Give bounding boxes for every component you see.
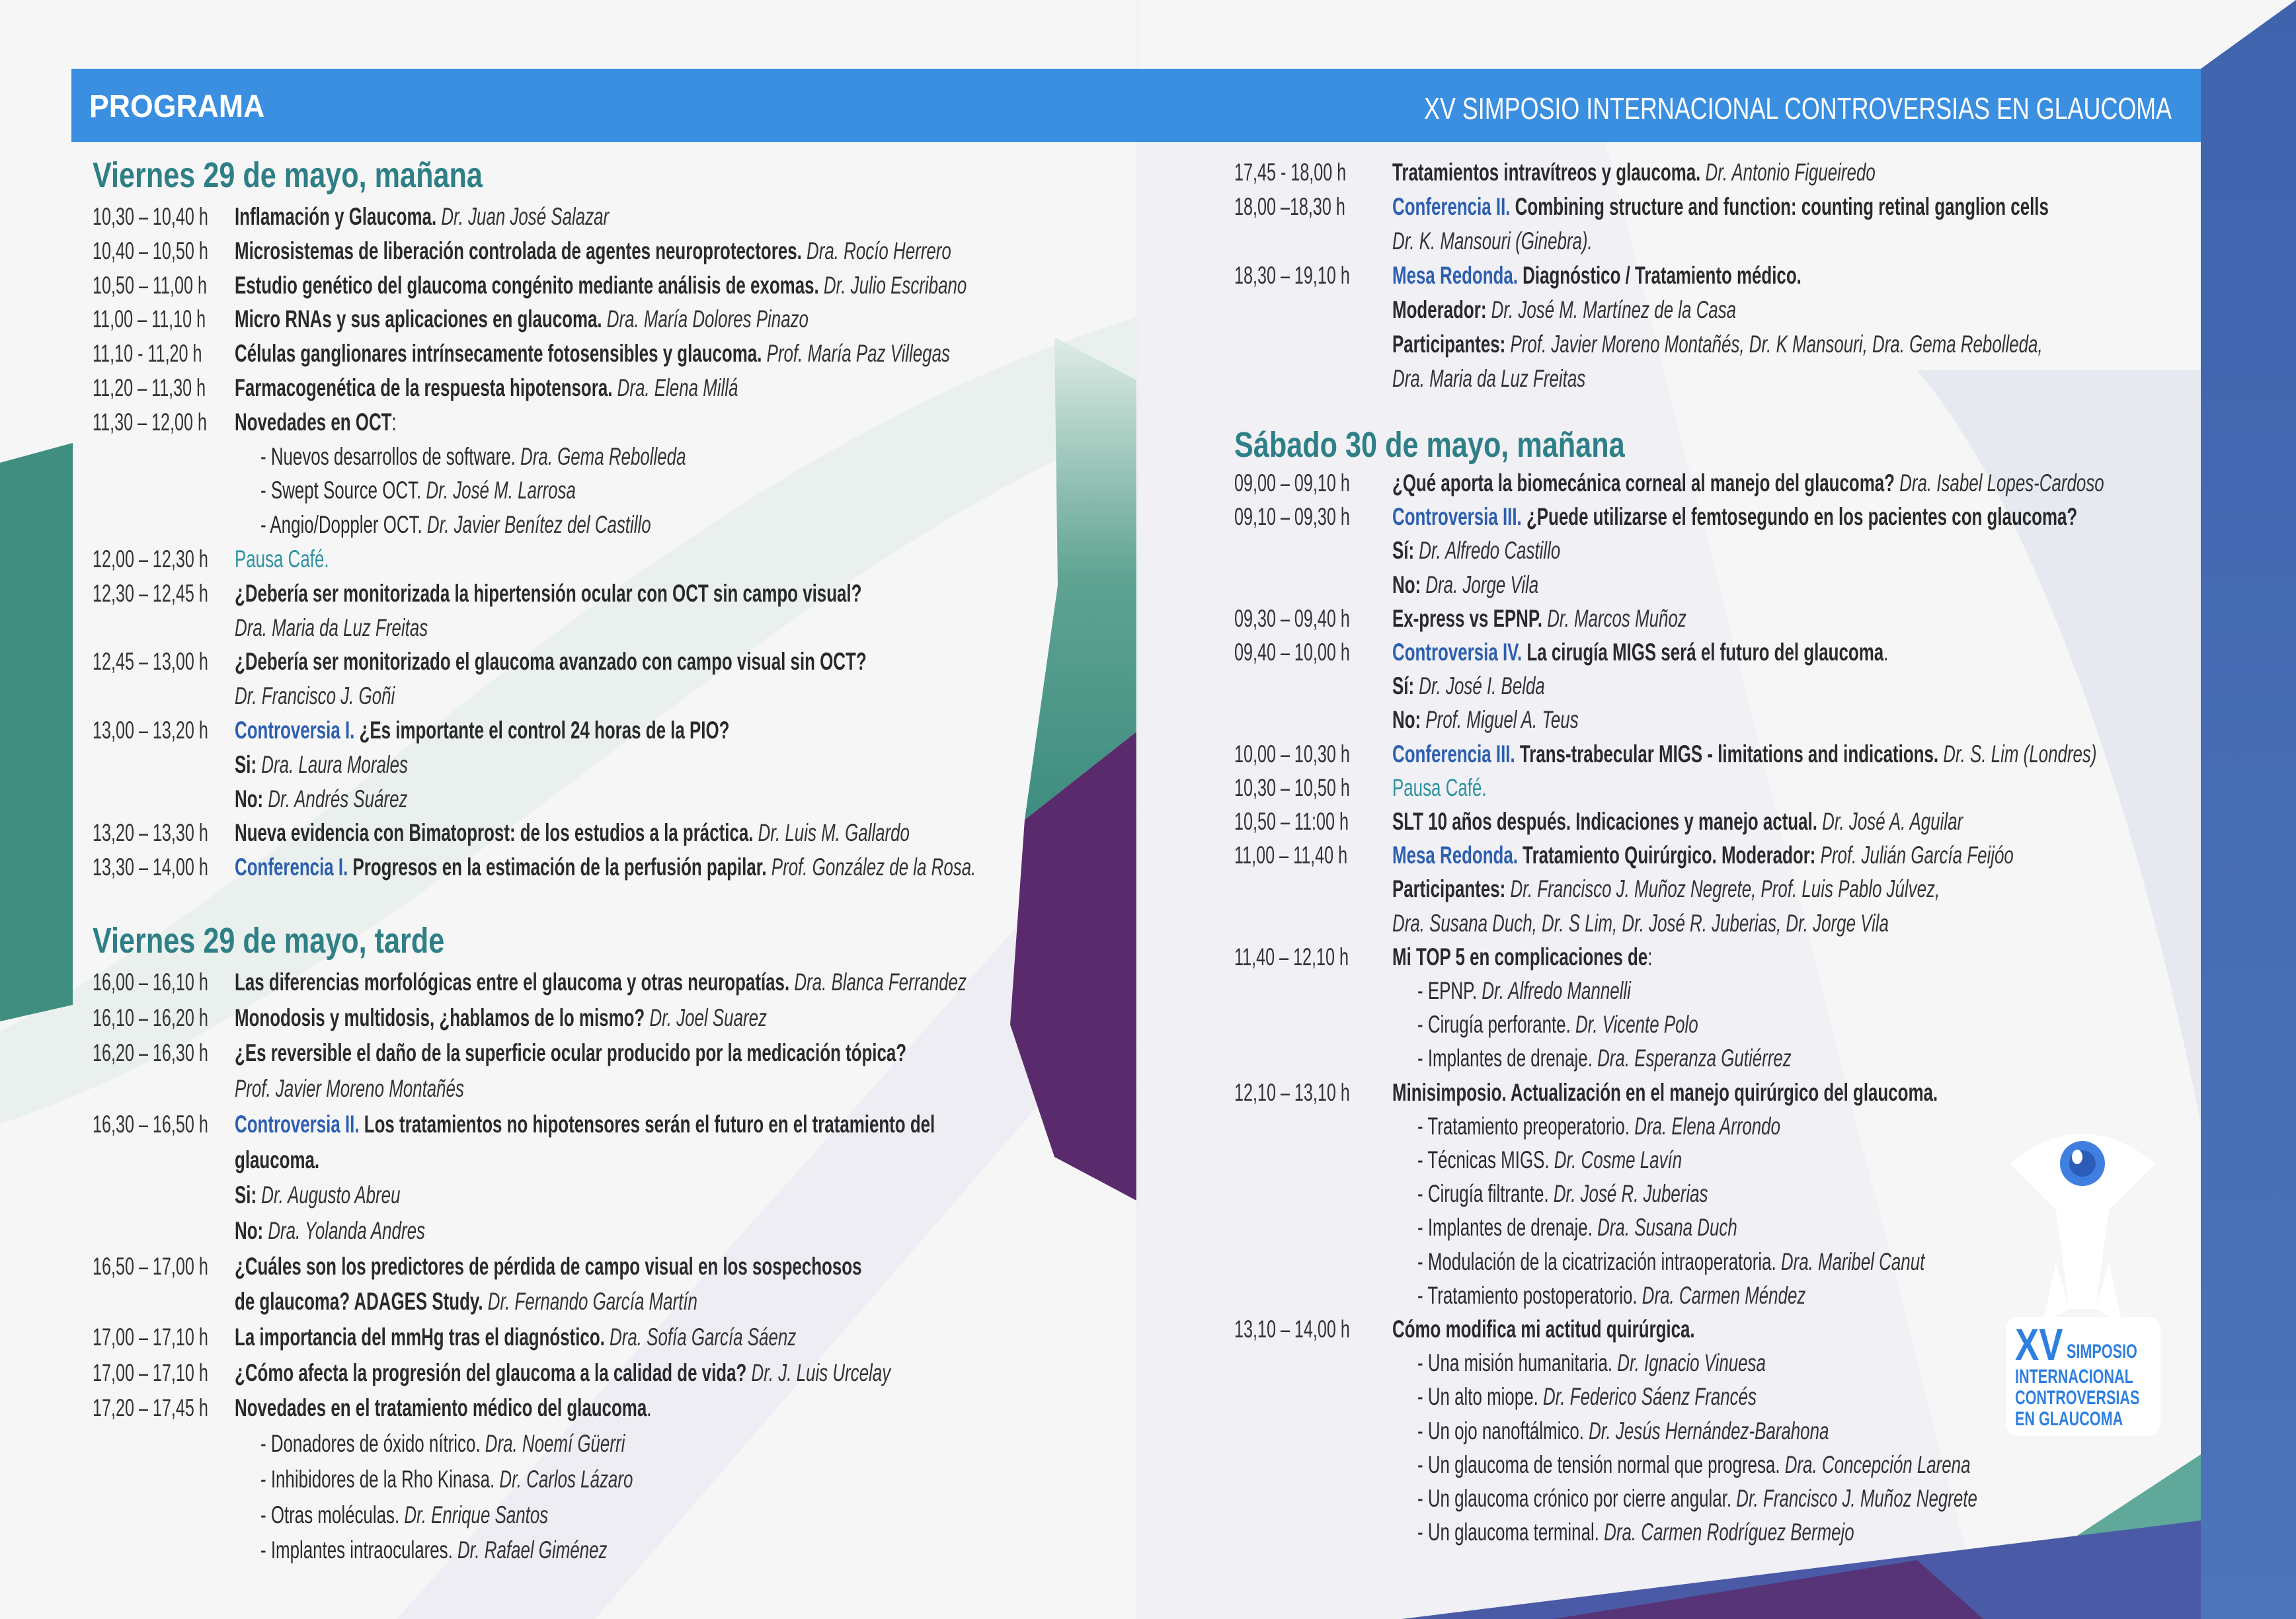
plain-text: . [647,1394,652,1422]
talk-title: Participantes: [1392,875,1506,903]
item-text [1392,771,1487,805]
talk-title: Las diferencias morfológicas entre el glaucoma y otras neuropatías. [235,968,790,996]
time-range: 13,00 – 13,20 h [93,717,208,744]
time-range: 09,40 – 10,00 h [1234,639,1350,666]
item-text [1392,259,1801,292]
speaker-name: Dra. Susana Duch [1592,1214,1737,1242]
talk-title: Farmacogenética de la respuesta hipotensora. [235,374,613,401]
eye-figure-icon [1997,1111,2168,1329]
item-text [1417,1380,1757,1413]
item-text [235,680,395,713]
day-heading: Viernes 29 de mayo, mañana [93,155,483,195]
speaker-name: Dr. Francisco J. Muñoz Negrete [1731,1485,1977,1512]
speaker-name: Dr. Javier Benítez del Castillo [422,511,651,539]
time-range: 10,50 – 11,00 h [93,271,208,299]
item-text [1392,602,1686,635]
time-range: 10,50 – 11:00 h [1234,808,1349,835]
talk-title: Cómo modifica mi actitud quirúrgica. [1392,1316,1695,1343]
speaker-name: Dra. Blanca Ferrandez [789,968,967,996]
time-range: 10,00 – 10,30 h [1234,740,1350,768]
logo-line: INTERNACIONAL [2015,1366,2133,1388]
plain-text: . [1883,639,1889,666]
talk-title: ¿Debería ser monitorizado el glaucoma avanzado con campo visual sin OCT? [235,648,867,676]
time-range: 09,10 – 09,30 h [1234,503,1350,531]
item-text [260,440,686,473]
item-text [1392,534,1560,567]
time-range: 13,30 – 14,00 h [93,853,208,881]
item-text [1392,190,2049,223]
talk-title: Microsistemas de liberación controlada de agentes neuroprotectores. [235,237,802,264]
item-text [235,1108,935,1141]
time-range: 17,20 – 17,45 h [93,1394,208,1422]
time-range: 11,10 - 11,20 h [93,340,202,368]
plain-text: - Un glaucoma de tensión normal que progresa. [1417,1450,1780,1478]
time-range: 11,00 – 11,10 h [93,305,206,333]
plain-text: - Angio/Doppler OCT. [260,511,422,539]
plain-text: - Implantes de drenaje. [1417,1045,1593,1072]
break-label: Pausa Café. [235,545,329,573]
item-text [235,1321,796,1354]
item-text [1392,569,1538,602]
time-range: 11,30 – 12,00 h [93,408,208,436]
item-text [235,1072,464,1105]
speaker-name: Dr. Julio Escribano [818,271,967,299]
time-range: 10,30 – 10,40 h [93,203,208,230]
speaker-name: Dra. Noemí Güerri [480,1430,625,1458]
speaker-name: Dra. Carmen Rodríguez Bermejo [1599,1519,1854,1546]
item-text [235,1037,906,1070]
item-text [260,1534,607,1567]
talk-title: Progresos en la estimación de la perfusión papilar. [348,853,767,881]
item-text [1392,467,2104,500]
item-text [235,577,861,610]
talk-title: No: [1392,571,1421,598]
item-text [235,783,407,816]
plain-text: - Implantes de drenaje. [1417,1214,1593,1242]
talk-title: Estudio genético del glaucoma congénito mediante análisis de exomas. [235,271,819,299]
talk-title: ¿Es reversible el daño de la superficie ocular producido por la medicación tópica? [235,1039,907,1067]
item-text [1392,670,1545,703]
time-range: 13,20 – 13,30 h [93,819,208,847]
talk-title: Combining structure and function: counting retinal ganglion cells [1510,193,2049,220]
session-label: Controversia IV. [1392,639,1523,666]
speaker-name: Dr. Augusto Abreu [257,1181,401,1209]
talk-title: glaucoma. [235,1146,320,1173]
speaker-name: Dr. Vicente Polo [1570,1011,1698,1039]
item-text [260,1427,625,1460]
speaker-name: Dr. Cosme Lavín [1549,1146,1682,1173]
speaker-name: Dr. Juan José Salazar [436,203,610,230]
speaker-name: Dr. Federico Sáenz Francés [1538,1383,1757,1411]
time-range: 17,00 – 17,10 h [93,1323,208,1351]
item-text [1417,1144,1682,1177]
item-text [1392,636,1888,669]
speaker-name: Dr. K. Mansouri (Ginebra). [1392,227,1593,255]
speaker-name: Dr. Carlos Lázaro [495,1465,633,1493]
header-bar [71,69,2201,142]
time-range: 09,00 – 09,10 h [1234,469,1350,496]
item-text [235,714,729,747]
plain-text: : [391,408,397,436]
logo-line: CONTROVERSIAS [2015,1387,2140,1409]
time-range: 10,40 – 10,50 h [93,237,208,264]
speaker-name: Prof. Miguel A. Teus [1421,706,1579,734]
item-text [235,1179,400,1212]
item-text [1417,1177,1708,1210]
item-text [235,337,950,370]
session-label: Controversia I. [235,717,355,744]
talk-title: Inflamación y Glaucoma. [235,203,437,230]
plain-text: - Tratamiento postoperatorio. [1417,1281,1638,1309]
item-text [1417,1008,1698,1041]
session-label: Conferencia I. [235,853,348,881]
item-text [1392,500,2077,533]
speaker-name: Dra. Susana Duch, Dr. S Lim, Dr. José R. Juberias, Dr. Jorge Vila [1392,909,1889,937]
speaker-name: Dr. Rafael Giménez [452,1536,608,1564]
time-range: 11,20 – 11,30 h [93,374,206,401]
logo-line: SIMPOSIO [2067,1341,2137,1362]
plain-text: - Un glaucoma crónico por cierre angular. [1417,1485,1732,1512]
time-range: 13,10 – 14,00 h [1234,1316,1350,1343]
time-range: 11,00 – 11,40 h [1234,842,1348,869]
speaker-name: Dr. José A. Aguilar [1817,808,1963,835]
talk-title: Trans-trabecular MIGS - limitations and indications. [1515,740,1939,768]
plain-text: - Cirugía filtrante. [1417,1180,1549,1208]
speaker-name: Prof. Javier Moreno Montañés, Dr. K Mansouri, Dra. Gema Rebolleda, [1505,331,2043,358]
item-text [1392,873,1940,906]
talk-title: ¿Qué aporta la biomecánica corneal al manejo del glaucoma? [1392,469,1895,496]
item-text [1417,1482,1977,1515]
speaker-name: Dra. Isabel Lopes-Cardoso [1894,469,2104,496]
item-text [235,1357,891,1390]
speaker-name: Dr. Marcos Muñoz [1542,604,1686,632]
talk-title: Monodosis y multidosis, ¿hablamos de lo mismo? [235,1004,645,1031]
page-fold [1136,0,1138,1619]
talk-title: Si: [235,1181,257,1209]
item-text [235,235,951,268]
talk-title: Mi TOP 5 en complicaciones de [1392,943,1648,970]
item-text [1417,1110,1780,1143]
plain-text: - Modulación de la cicatrización intraoperatoria. [1417,1247,1776,1275]
talk-title: Ex-press vs EPNP. [1392,604,1543,632]
break-label: Pausa Café. [1392,773,1487,801]
plain-text: - Otras moléculas. [260,1501,400,1528]
plain-text: - Técnicas MIGS. [1417,1146,1550,1173]
item-text [1392,1076,1938,1109]
speaker-name: Prof. Julián García Feijóo [1815,842,2014,869]
item-text [235,269,967,302]
logo-text-box [2006,1317,2160,1436]
speaker-name: Dra. Rocío Herrero [801,237,951,264]
talk-title: Moderador: [1392,296,1487,323]
time-range: 17,45 - 18,00 h [1234,159,1347,186]
talk-title: Participantes: [1392,331,1506,358]
speaker-name: Dr. Joel Suarez [645,1004,767,1031]
plain-text: - Cirugía perforante. [1417,1011,1571,1039]
session-label: Controversia III. [1392,503,1522,531]
talk-title: No: [235,785,264,812]
logo-xv: XV [2015,1320,2063,1370]
talk-title: Micro RNAs y sus aplicaciones en glaucoma. [235,305,602,333]
logo-line: EN GLAUCOMA [2015,1408,2123,1430]
speaker-name: Dr. Francisco J. Goñi [235,682,395,710]
talk-title: Si: [235,750,257,778]
item-text [235,406,397,439]
talk-title: No: [1392,706,1421,734]
item-text [1417,974,1631,1007]
talk-title: ¿Cómo afecta la progresión del glaucoma a la calidad de vida? [235,1359,747,1386]
talk-title: Sí: [1392,537,1415,565]
speaker-name: Dra. María Dolores Pinazo [602,305,809,333]
item-text [1392,156,1876,189]
item-text [235,1214,425,1247]
plain-text: - Un glaucoma terminal. [1417,1519,1599,1546]
item-text [1392,703,1579,736]
item-text [1392,805,1963,838]
plain-text: : [1647,943,1653,970]
plain-text: - Inhibidores de la Rho Kinasa. [260,1465,495,1493]
time-range: 17,00 – 17,10 h [93,1359,208,1386]
session-label: Mesa Redonda. [1392,262,1518,289]
item-text [235,543,329,576]
event-logo [1997,1111,2168,1441]
speaker-name: Dr. José M. Larrosa [421,477,576,504]
item-text [1392,907,1889,940]
day-heading: Sábado 30 de mayo, mañana [1234,425,1625,465]
header-programa: PROGRAMA [89,89,265,124]
time-range: 16,10 – 16,20 h [93,1004,208,1031]
item-text [1417,1516,1854,1549]
talk-title: Nueva evidencia con Bimatoprost: de los estudios a la práctica. [235,819,754,847]
talk-title: Células ganglionares intrínsecamente fotosensibles y glaucoma. [235,340,762,368]
speaker-name: Dr. Fernando García Martín [483,1288,697,1316]
item-text [235,1250,862,1283]
time-range: 10,30 – 10,50 h [1234,773,1350,801]
time-range: 16,00 – 16,10 h [93,968,208,996]
time-range: 09,30 – 09,40 h [1234,604,1350,632]
item-text [235,200,609,233]
item-text [235,372,738,405]
item-text [1392,839,2014,872]
talk-title: No: [235,1216,264,1244]
speaker-name: Dra. Elena Millá [612,374,738,401]
item-text [235,303,809,336]
session-label: Mesa Redonda. [1392,842,1518,869]
item-text [1392,738,2096,771]
plain-text: - Un alto miope. [1417,1383,1538,1411]
plain-text: - Swept Source OCT. [260,477,422,504]
speaker-name: Dra. Maria da Luz Freitas [235,613,428,641]
item-text [1392,1313,1695,1346]
item-text [1417,1245,1924,1279]
plain-text: - Un ojo nanoftálmico. [1417,1417,1584,1444]
item-text [1392,328,2043,361]
plain-text: - Tratamiento preoperatorio. [1417,1112,1630,1140]
item-text [235,816,910,849]
speaker-name: Prof. Javier Moreno Montañés [235,1075,464,1103]
speaker-name: Dra. Elena Arrondo [1630,1112,1780,1140]
speaker-name: Dra. Esperanza Gutiérrez [1592,1045,1792,1072]
item-text [1417,1279,1805,1312]
item-text [1417,1448,1970,1481]
item-text [235,748,408,781]
plain-text: - Una misión humanitaria. [1417,1349,1613,1377]
talk-title: Los tratamientos no hipotensores serán el futuro en el tratamiento del [359,1110,935,1138]
speaker-name: Dr. Luis M. Gallardo [753,819,910,847]
plain-text: - Donadores de óxido nítrico. [260,1430,481,1458]
item-text [235,1002,767,1035]
talk-title: ¿Debería ser monitorizada la hipertensión ocular con OCT sin campo visual? [235,579,862,607]
plain-text: - EPNP. [1417,977,1478,1004]
item-text [260,1463,633,1496]
speaker-name: Dr. Ignacio Vinuesa [1612,1349,1766,1377]
item-text [235,966,967,999]
speaker-name: Dra. Concepción Larena [1780,1450,1971,1478]
talk-title: ¿Cuáles son los predictores de pérdida de campo visual en los sospechosos [235,1252,862,1280]
item-text [235,612,428,645]
talk-title: La cirugía MIGS será el futuro del glaucoma [1522,639,1884,666]
plain-text: - Implantes intraoculares. [260,1536,453,1564]
time-range: 12,10 – 13,10 h [1234,1078,1350,1106]
speaker-name: Dr. Antonio Figueiredo [1700,159,1876,186]
item-text [260,474,576,507]
session-label: Conferencia II. [1392,193,1511,220]
speaker-name: Dr. Alfredo Mannelli [1477,977,1631,1004]
speaker-name: Dr. S. Lim (Londres) [1938,740,2097,768]
time-range: 12,00 – 12,30 h [93,545,208,573]
item-text [1392,294,1736,327]
speaker-name: Dra. Yolanda Andres [263,1216,425,1244]
speaker-name: Dr. Andrés Suárez [263,785,408,812]
time-range: 16,30 – 16,50 h [93,1110,208,1138]
item-text [235,1144,319,1177]
speaker-name: Dra. Sofía García Sáenz [604,1323,797,1351]
time-range: 18,00 –18,30 h [1234,193,1345,220]
talk-title: Tratamiento Quirúrgico. Moderador: [1517,842,1816,869]
speaker-name: Dr. Enrique Santos [399,1501,549,1528]
time-range: 12,30 – 12,45 h [93,579,208,607]
talk-title: Novedades en OCT [235,408,392,436]
item-text [1392,362,1585,395]
time-range: 12,45 – 13,00 h [93,648,208,676]
time-range: 18,30 – 19,10 h [1234,262,1350,289]
talk-title: Minisimposio. Actualización en el manejo quirúrgico del glaucoma. [1392,1078,1938,1106]
talk-title: ¿Puede utilizarse el femtosegundo en los pacientes con glaucoma? [1521,503,2078,531]
talk-title: SLT 10 años después. Indicaciones y manejo actual. [1392,808,1817,835]
item-text [1392,941,1652,974]
item-text [1417,1347,1766,1380]
session-label: Conferencia III. [1392,740,1515,768]
speaker-name: Dr. José I. Belda [1414,672,1545,700]
speaker-name: Prof. González de la Rosa. [766,853,976,881]
speaker-name: Dr. José R. Juberias [1548,1180,1708,1208]
header-event-title: XV SIMPOSIO INTERNACIONAL CONTROVERSIAS EN GLAUCOMA [1423,91,2172,126]
item-text [1417,1211,1737,1244]
speaker-name: Dra. Maribel Canut [1776,1247,1925,1275]
item-text [260,508,651,541]
speaker-name: Dr. Francisco J. Muñoz Negrete, Prof. Luis Pablo Júlvez, [1505,875,1940,903]
speaker-name: Dra. Maria da Luz Freitas [1392,365,1586,392]
speaker-name: Dr. Alfredo Castillo [1414,537,1561,565]
speaker-name: Dr. José M. Martínez de la Casa [1486,296,1737,323]
speaker-name: Dr. Jesús Hernández-Barahona [1583,1417,1829,1444]
talk-title: La importancia del mmHg tras el diagnóstico. [235,1323,605,1351]
item-text [235,645,867,678]
day-heading: Viernes 29 de mayo, tarde [93,921,445,961]
time-range: 16,20 – 16,30 h [93,1039,208,1067]
speaker-name: Dra. Jorge Vila [1421,571,1539,598]
item-text [1392,225,1593,258]
talk-title: Tratamientos intravítreos y glaucoma. [1392,159,1701,186]
session-label: Controversia II. [235,1110,360,1138]
speaker-name: Dr. J. Luis Urcelay [746,1359,891,1386]
talk-title: Novedades en el tratamiento médico del glaucoma [235,1394,647,1422]
talk-title: ¿Es importante el control 24 horas de la PIO? [354,717,730,744]
time-range: 11,40 – 12,10 h [1234,943,1349,970]
speaker-name: Dra. Laura Morales [257,750,408,778]
time-range: 16,50 – 17,00 h [93,1252,208,1280]
item-text [235,1285,697,1318]
plain-text: - Nuevos desarrollos de software. [260,442,516,470]
item-text [1417,1415,1829,1448]
item-text [1417,1042,1792,1075]
item-text [260,1499,548,1532]
talk-title: Diagnóstico / Tratamiento médico. [1517,262,1801,289]
talk-title: de glaucoma? ADAGES Study. [235,1288,483,1316]
speaker-name: Prof. María Paz Villegas [762,340,950,368]
speaker-name: Dra. Carmen Méndez [1637,1281,1806,1309]
item-text [235,1392,651,1425]
speaker-name: Dra. Gema Rebolleda [515,442,686,470]
talk-title: Sí: [1392,672,1415,700]
item-text [235,851,976,884]
